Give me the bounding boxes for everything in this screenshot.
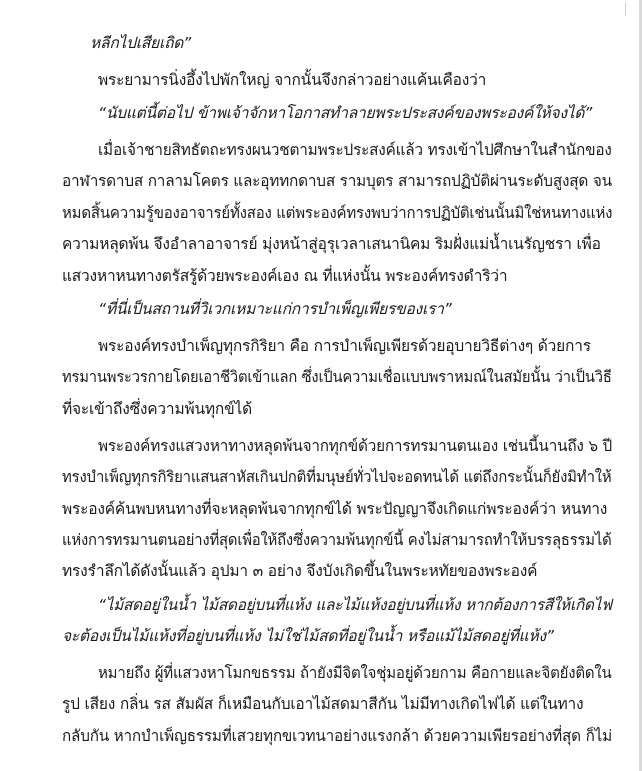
- text-line: พระองค์ทรงแสวงหาทางหลุดพ้นจากทุกข์ด้วยการทรมานตนเอง เช่นนี้นานถึง ๖ ปี: [98, 437, 613, 455]
- quote-line: หลีกไปเสียเถิด”: [90, 34, 191, 52]
- text-line: ทรงรำลึกได้ดังนั้นแล้ว อุปมา ๓ อย่าง จึงบังเกิดขึ้นในพระหทัยของพระองค์: [62, 562, 538, 580]
- text-line: อาฬารดาบส กาลามโคตร และอุททกดาบส รามบุตร สามารถปฏิบัติผ่านระดับสูงสุด จน: [62, 172, 612, 190]
- text-line: แห่งการทรมานตนอย่างที่สุดเพื่อให้ถึงซึ่งความพ้นทุกข์นี้ คงไม่สามารถทำให้บรรลุธรรมได้: [62, 531, 612, 549]
- text-line: หมดสิ้นความรู้ของอาจารย์ทั้งสอง แต่พระองค์ทรงพบว่าการปฏิบัติเช่นนั้นมิใช่หนทางแห่ง: [62, 204, 613, 222]
- quote-line: “ที่นี่เป็นสถานที่วิเวกเหมาะแก่การบำเพ็ญเพียรของเรา”: [98, 300, 452, 318]
- text-line: ที่จะเข้าถึงซึ่งความพ้นทุกข์ได้: [62, 400, 252, 418]
- text-line: ความหลุดพ้น จึงอำลาอาจารย์ มุ่งหน้าสู่อุรุเวลาเสนานิคม ริมฝั่งแม่น้ำเนรัญชรา เพื่อ: [62, 235, 601, 253]
- text-line: พระยามารนิ่งอึ้งไปพักใหญ่ จากนั้นจึงกล่าวอย่างแค้นเคืองว่า: [98, 71, 487, 89]
- text-line: กลับกัน หากบำเพ็ญธรรมที่เสวยทุกขเวทนาอย่างแรงกล้า ด้วยความเพียรอย่างที่สุด ก็ไม่: [62, 727, 612, 745]
- text-line: ทรงบำเพ็ญทุกรกิริยาแสนสาหัสเกินปกติที่มนุษย์ทั่วไปจะอดทนได้ แต่ถึงกระนั้นก็ยังมิทำให้: [62, 468, 612, 486]
- page-corner-mark: [625, 2, 636, 16]
- text-line: พระองค์ค้นพบหนทางที่จะหลุดพ้นจากทุกข์ได้ พระปัญญาจึงเกิดแก่พระองค์ว่า หนทาง: [62, 500, 608, 518]
- text-line: รูป เสียง กลิ่น รส สัมผัส ก็เหมือนกับเอาไม้สดมาสีกัน ไม่มีทางเกิดไฟได้ แต่ในทาง: [62, 695, 584, 713]
- quote-line: “ไม้สดอยู่ในน้ำ ไม้สดอยู่บนที่แห้ง และไม้แห้งอยู่บนที่แห้ง หากต้องการสีให้เกิดไฟ: [98, 596, 612, 614]
- text-line: ทรมานพระวรกายโดยเอาชีวิตเข้าแลก ซึ่งเป็นความเชื่อแบบพราหมณ์ในสมัยนั้น ว่าเป็นวิธี: [62, 368, 612, 386]
- text-line: พระองค์ทรงบำเพ็ญทุกรกิริยา คือ การบำเพ็ญเพียรด้วยอุบายวิธีต่างๆ ด้วยการ: [98, 337, 591, 355]
- text-line: แสวงหาหนทางตรัสรู้ด้วยพระองค์เอง ณ ที่แห่งนั้น พระองค์ทรงดำริว่า: [62, 267, 508, 285]
- quote-line: “นับแต่นี้ต่อไป ข้าพเจ้าจักหาโอกาสทำลายพระประสงค์ของพระองค์ให้จงได้”: [98, 104, 593, 122]
- text-line: หมายถึง ผู้ที่แสวงหาโมกขธรรม ถ้ายังมีจิตใจชุ่มอยู่ด้วยกาม คือกายและจิตยังติดใน: [98, 664, 612, 682]
- quote-line: จะต้องเป็นไม้แห้งที่อยู่บนที่แห้ง ไม่ใช่ไม้สดที่อยู่ในน้ำ หรือแม้ไม้สดอยู่ที่แห้ง”: [62, 627, 554, 645]
- text-line: เมื่อเจ้าชายสิทธัตถะทรงผนวชตามพระประสงค์แล้ว ทรงเข้าไปศึกษาในสำนักของ: [98, 141, 612, 159]
